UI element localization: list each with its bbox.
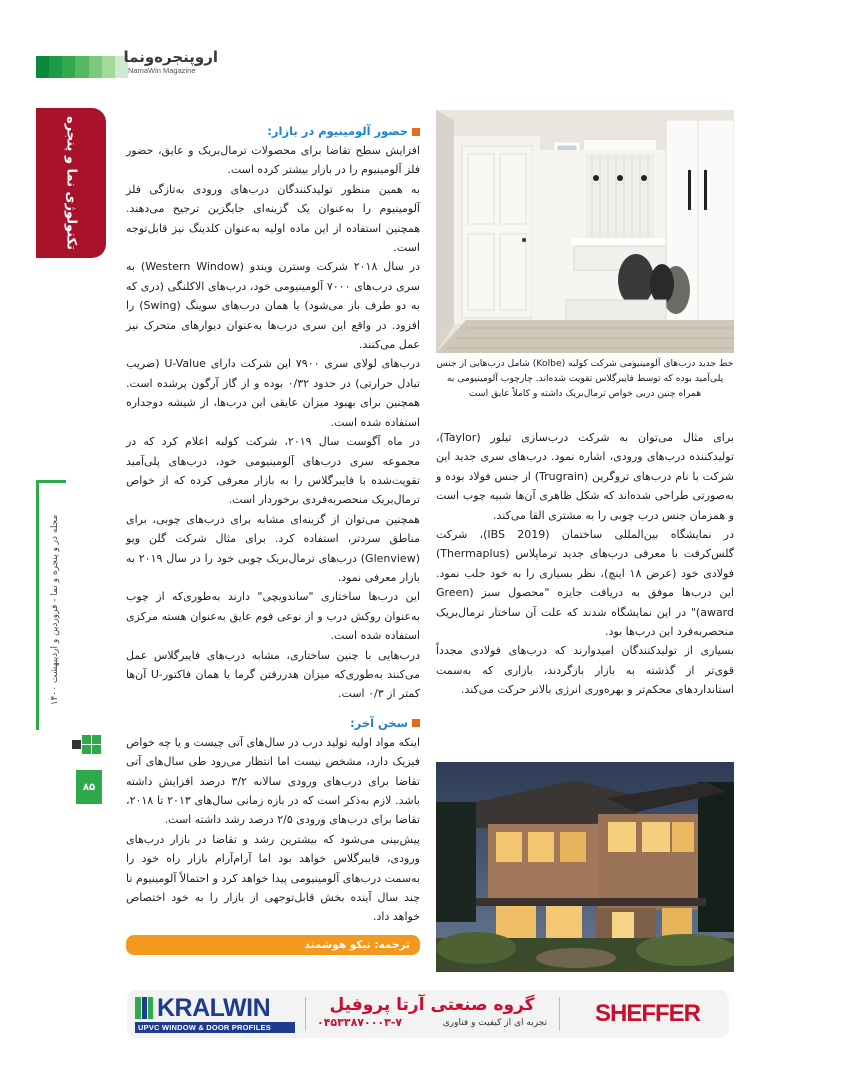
divider [36, 480, 39, 730]
bullet-square-icon [412, 128, 420, 136]
section-tab [36, 108, 106, 258]
header-color-strip [36, 56, 128, 78]
paragraph: اینکه مواد اولیه تولید درب در سال‌های آتی چیست و یا چه خواص فیزیک دارد، مشخص نیست اما انتظار می‌رود طی سال‌های آتی تقاضا برای درب‌های ورودی سالانه ۳/۲ درصد افزایش داشته باشد. لازم به‌ذکر است که در بازه زمانی سال‌های ۲۰۱۳ تا ۲۰۱۸، تقاضا برای درب‌های ورودی ۲/۵ درصد رشد داشته است. [126, 735, 420, 827]
section-tab-label: تکنولوژی نما و پنجره [63, 116, 79, 250]
window-grid-icon [72, 733, 102, 757]
arta-profil-ad [317, 994, 547, 1030]
sheffer-logo: SHEFFER [595, 1000, 701, 1027]
divider [36, 480, 66, 483]
paragraph: به همین منظور تولیدکنندگان درب‌های ورودی به‌تازگی فلز آلومینیوم را به‌عنوان یک گزینه‌ای جایگزین ترجیح می‌دهند. همچنین استفاده از این ماده اولیه به‌عنوان کلدینگ نیز قابل‌توجه است. [126, 182, 420, 255]
magazine-logo-fa: اروپنجره‌ونما [123, 48, 218, 66]
article-column-left [126, 122, 420, 955]
section-heading: حضور آلومینیوم در بازار: [126, 122, 420, 141]
paragraph: این درب‌ها ساختاری "ساندویچی" دارند به‌طوری‌که از چوب به‌عنوان روکش درب و از نوعی فوم عایق به‌عنوان هسته مرکزی استفاده شده است. [126, 590, 420, 643]
section-heading: سخن آخر: [126, 714, 420, 733]
kralwin-logo [135, 995, 295, 1033]
paragraph: همچنین می‌توان از گزینه‌ای مشابه برای درب‌های چوبی، برای مناطق سردتر، استفاده کرد. برای مثال شرکت گلن ویو (Glenview) درب‌های ترمال‌بریک چوبی خود را در سال ۲۰۱۹ به بازار معرفی نمود. [126, 512, 420, 584]
page-number: ۸۵ [76, 770, 102, 804]
paragraph: برای مثال می‌توان به شرکت درب‌سازی تیلور (Taylor)، تولیدکننده درب‌های ورودی، اشاره نمود. درب‌های سری جدید این شرکت با نام درب‌های تروگرین (Trugrain) از جنس فولاد بوده و به‌صورتی طراحی شده‌اند که شکل ظاهری آن‌ها شبیه چوب است و همزمان جنس درب چوبی را به مشتری القا می‌کند. [436, 431, 734, 522]
paragraph: در نمایشگاه بین‌المللی ساختمان (IBS 2019)، شرکت گلس‌کرفت با معرفی درب‌های جدید ترماپلاس (Thermaplus) فولادی خود (عرض ۱۸ اینچ)، نظر بسیاری را به خود جلب نمود. این درب‌ها موفق به دریافت جایزه "محصول سبز (Green award)" در این نمایشگاه شدند که علت آن ساختار ترمال‌بریک منحصربه‌فرد این درب‌ها بود. [436, 528, 735, 639]
photo-caption: خط جدید درب‌های آلومینیومی شرکت کولبه (Kolbe) شامل درب‌هایی از جنس پلی‌آمید بوده که توسط فایبرگلاس تقویت شده‌اند. چارچوب آلومینیومی به همراه چنین دربی خواص ترمال‌بریک داشته و کاملاً عایق است [436, 358, 734, 399]
sponsor-banner [127, 990, 729, 1038]
article-column-right [436, 428, 734, 700]
arta-profil-phone: ۰۴۵۳۳۸۷۰۰۰۳-۷ [317, 1016, 403, 1029]
issue-caption-text: مجله در و پنجره و نما - فروردین و اردیبهشت ۱۴۰۰ [50, 514, 60, 706]
magazine-logo-en: NamaWin Magazine [128, 66, 196, 75]
paragraph: پیش‌بینی می‌شود که بیشترین رشد و تقاضا در بازار درب‌های ورودی، فایبرگلاس خواهد بود اما آرام‌آرام بازار راه خود را به‌سمت درب‌های آلومینیومی پیدا خواهد کرد و احتمالاً آلومینیوم تا چند سال آینده بخش قابل‌توجهی از بازار را به خود اختصاص خواهد داد. [126, 832, 420, 924]
divider [305, 997, 306, 1031]
paragraph: افزایش سطح تقاضا برای محصولات ترمال‌بریک و عایق، حضور فلز آلومینیوم را در بازار بیشتر کرده است. [126, 144, 420, 177]
kralwin-name: KRALWIN [157, 994, 271, 1022]
paragraph: بسیاری از تولیدکنندگان امیدوارند که درب‌های فولادی مجدداً قوی‌تر از گذشته به بازار بازگردند، بازاری که به‌سمت استانداردهای محکم‌تر و بهره‌وری انرژی بالاتر حرکت می‌کند. [436, 644, 734, 697]
paragraph: درب‌هایی با چنین ساختاری، مشابه درب‌های فایبرگلاس عمل می‌کنند به‌طوری‌که میزان هدررفتن گرما یا همان فاکتور-U آن‌ها کمتر از ۰/۳ است. [126, 648, 420, 701]
issue-caption [48, 505, 62, 715]
interior-door-photo [436, 110, 734, 353]
paragraph: در سال ۲۰۱۸ شرکت وسترن ویندو (Western Window) به سری درب‌های ۷۰۰۰ آلومینیومی خود، درب‌های الاکلنگی (دری که به دو طرف باز می‌شود) یا همان درب‌های سوینگ (Swing) را افزود. در واقع این سری درب‌ها به‌عنوان دیوارهای متحرک نیز عمل می‌کنند. [126, 260, 421, 352]
arta-profil-name: گروه صنعتی آرتا پروفیل [329, 995, 535, 1015]
paragraph: در ماه آگوست سال ۲۰۱۹، شرکت کولبه اعلام کرد که در مجموعه سری درب‌های آلومینیومی خود، درب‌های پلی‌آمید تقویت‌شده با فایبرگلاس را به بازار معرفی کرده که از خواص ترمال‌بریک منحصربه‌فردی برخوردار است. [126, 435, 421, 507]
magazine-logo [123, 48, 218, 82]
house-exterior-photo [436, 762, 734, 972]
translator-credit: ترجمه: نیکو هوشمند [126, 935, 420, 955]
divider [559, 997, 560, 1031]
bullet-square-icon [412, 719, 420, 727]
kralwin-subtitle: UPVC WINDOW & DOOR PROFILES [135, 1022, 295, 1033]
kralwin-mark-icon [135, 997, 153, 1019]
paragraph: درب‌های لولای سری ۷۹۰۰ این شرکت دارای U-Value (ضریب تبادل حرارتی) در حدود ۰/۳۲ بوده و از گاز آرگون پرشده است. همچنین برای بهبود میزان عایقی این درب‌ها، از شیشه دوجداره استفاده شده است. [126, 357, 421, 429]
arta-profil-slogan: تجربه ای از کیفیت و فناوری [442, 1018, 547, 1028]
